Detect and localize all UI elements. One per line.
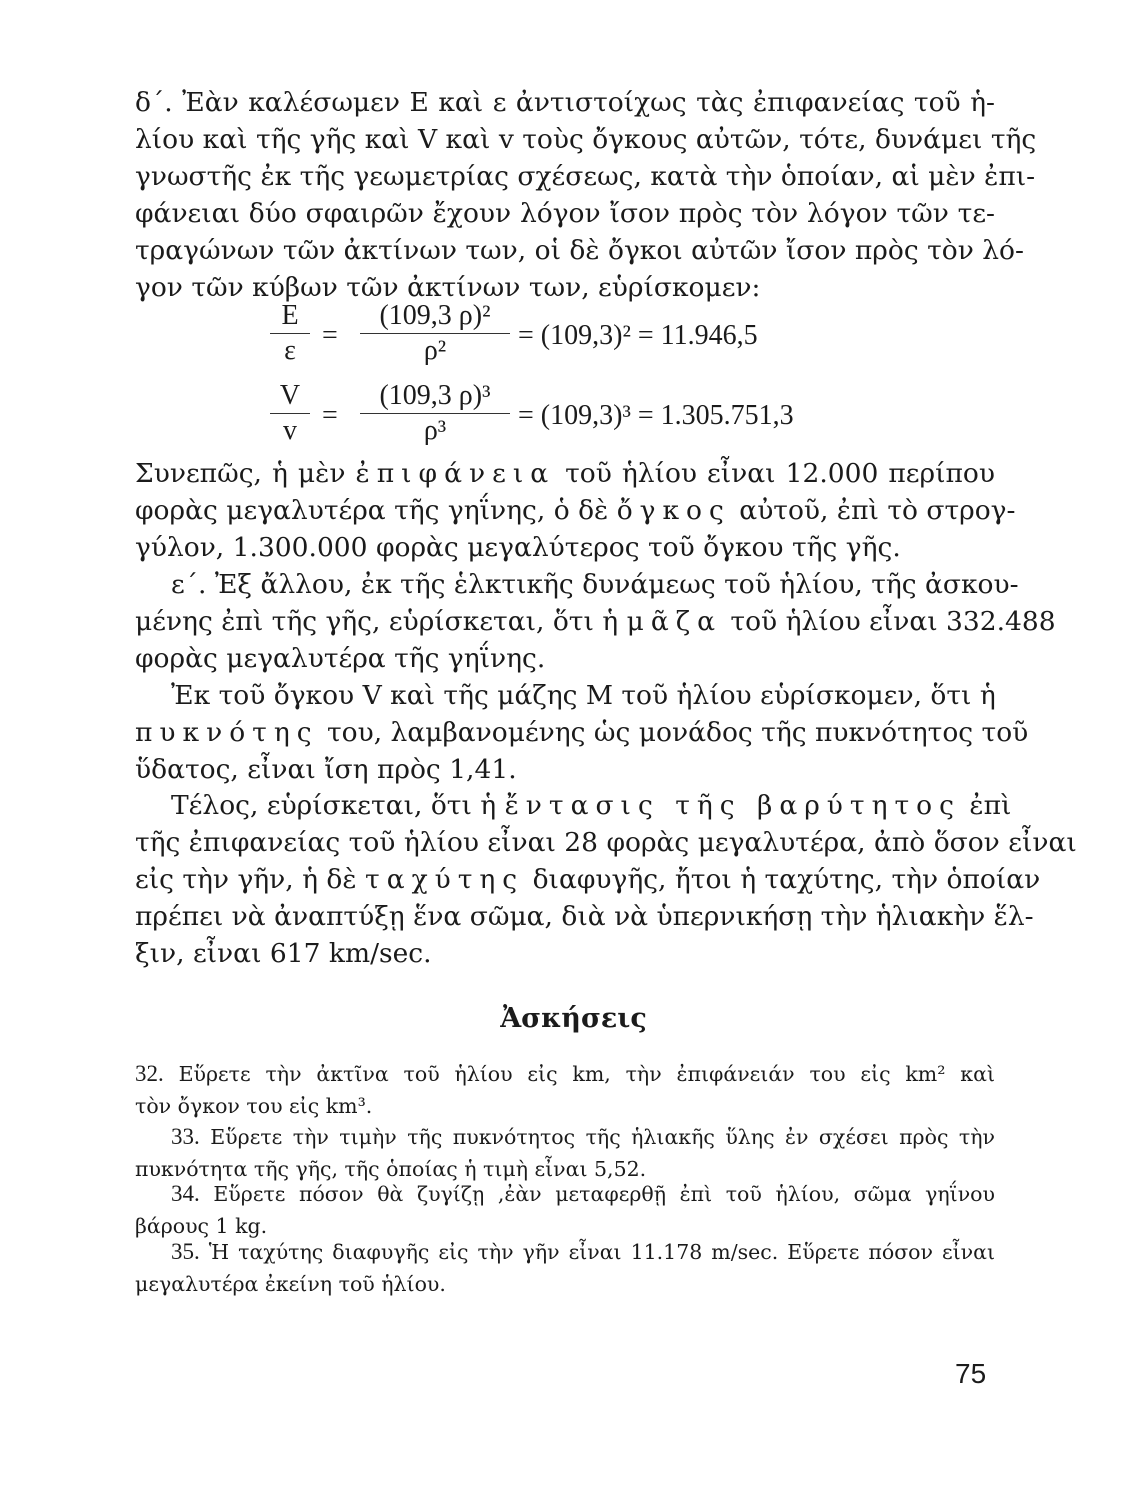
book-page: δ΄. Ἐὰν καλέσωμεν Ε καὶ ε ἀντιστοίχως τὰς ἐπιφανείας τοῦ ἡ- λίου καὶ τῆς γῆς καὶ V καὶ v τοὺς ὄγκους αὐτῶν, τότε, δυνάμει τῆς γνωστῆς ἐκ τῆς γεωμετρίας σχέσεως, κατὰ τὴν ὁποίαν, αἱ μὲν ἐπι- φάνειαι δύο σφαιρῶν ἔχουν λόγον ἴσον πρὸς τὸν λόγον τῶν τε- τραγώνων τῶν ἀκτίνων των, οἱ δὲ ὄγκοι αὐτῶν ἴσον πρὸς τὸν λό- γον τῶν κύβων τῶν ἀκτίνων των, εὑρίσκομεν: E ε = (109,3 ρ)² ρ² = (109,3)² = 11.946,5 V v = (109,3 ρ)³ ρ³ = (109,3)³ = 1.305.751,3 Συνεπῶς, ἡ μὲν ἐπιφάνεια τοῦ ἡλίου εἶναι 12.000 περίπου φορὰς μεγαλυτέρα τῆς γηΐνης, ὁ δὲ ὄγκος αὐτοῦ, ἐπὶ τὸ στρογ- γύλον, 1.300.000 φορὰς μεγαλύτερος τοῦ ὄγκου τῆς γῆς. ε΄. Ἐξ ἄλλου, ἐκ τῆς ἑλκτικῆς δυνάμεως τοῦ ἡλίου, τῆς ἀσκου- μένης ἐπὶ τῆς γῆς, εὑρίσκεται, ὅτι ἡ μᾶζα τοῦ ἡλίου εἶναι 332.488 φορὰς μεγαλυτέρα τῆς γηΐνης. Ἐκ τοῦ ὄγκου V καὶ τῆς μάζης Μ τοῦ ἡλίου εὑρίσκομεν, ὅτι ἡ πυκνότης του, λαμβανομένης ὡς μονάδος τῆς πυκνότητος τοῦ ὕδατος, εἶναι ἴση πρὸς 1,41. Τέλος, εὑρίσκεται, ὅτι ἡ ἔντασις τῆς βαρύτητος ἐπὶ τῆς ἐπιφανείας τοῦ ἡλίου εἶναι 28 φορὰς μεγαλυτέρα, ἀπὸ ὅσον εἶναι εἰς τὴν γῆν, ἡ δὲ ταχύτης διαφυγῆς, ἤτοι ἡ ταχύτης, τὴν ὁποίαν πρέπει νὰ ἀναπτύξῃ ἕνα σῶμα, διὰ νὰ ὑπερνικήσῃ τὴν ἡλιακὴν ἕλ- ξιν, εἶναι 617 km/sec. Ἀσκήσεις 32. Εὕρετε τὴν ἀκτῖνα τοῦ ἡλίου εἰς km, τὴν ἐπιφάνειάν του εἰς km² καὶ τὸν ὄγκον του εἰς km³. 33. Εὕρετε τὴν τιμὴν τῆς πυκνότητος τῆς ἡλιακῆς ὕλης ἐν σχέσει πρὸς τὴν πυκνότητα τῆς γῆς, τῆς ὁποίας ἡ τιμὴ εἶναι 5,52. 34. Εὕρετε πόσον θὰ ζυγίζῃ ,ἐὰν μεταφερθῇ ἐπὶ τοῦ ἡλίου, σῶμα γηΐνου βάρους 1 kg. 35. Ἡ ταχύτης διαφυγῆς εἰς τὴν γῆν εἶναι 11.178 m/sec. Εὕρετε πόσον εἶναι μεγαλυτέρα ἐκείνη τοῦ ἡλίου. 75: [0, 0, 1147, 1500]
text-line: ε΄. Ἐξ ἄλλου, ἐκ τῆς ἑλκτικῆς δυνάμεως τοῦ ἡλίου, τῆς ἀσκου-: [171, 569, 1019, 600]
spaced-term: πυκνότης: [135, 717, 319, 748]
spaced-term: ἐπιφάνεια: [355, 458, 556, 489]
eq2-mid-numerator: (109,3 ρ)³: [379, 380, 491, 411]
eq1-left-numerator: E: [281, 300, 299, 331]
text-line: τῆς ἐπιφανείας τοῦ ἡλίου εἶναι 28 φορὰς μεγαλυτέρα, ἀπὸ ὅσον εἶναι: [135, 827, 1077, 858]
eq2-left-numerator: V: [279, 380, 301, 411]
text-line: βάρους 1 kg.: [135, 1214, 268, 1238]
text-line: εἰς τὴν γῆν, ἡ δὲ ταχύτης διαφυγῆς, ἤτοι ἡ ταχύτης, τὴν ὁποίαν: [135, 864, 1041, 895]
exercise-number: 32.: [135, 1061, 164, 1086]
paragraph-density: [135, 677, 1029, 788]
exercise-34: 34. Εὕρετε πόσον θὰ ζυγίζῃ ,ἐὰν μεταφερθῇ ἐπὶ τοῦ ἡλίου, σῶμα γηΐνου βάρους 1 kg.: [135, 1178, 995, 1242]
text-line: ξιν, εἶναι 617 km/sec.: [135, 938, 432, 969]
text-line: Συνεπῶς, ἡ μὲν ἐπιφάνεια τοῦ ἡλίου εἶναι 12.000 περίπου: [135, 458, 995, 489]
spaced-term: ἔντασις τῆς βαρύτητος: [504, 790, 961, 821]
eq1-mid-denominator: ρ²: [423, 335, 447, 366]
eq2-rhs: = (109,3)³ = 1.305.751,3: [518, 400, 794, 431]
paragraph-mass: [135, 566, 1056, 677]
text-line: πυκνότητα τῆς γῆς, τῆς ὁποίας ἡ τιμὴ εἶναι 5,52.: [135, 1157, 647, 1181]
exercise-number: 33.: [171, 1124, 200, 1149]
spaced-term: μᾶζα: [626, 606, 722, 637]
exercise-33: 33. Εὕρετε τὴν τιμὴν τῆς πυκνότητος τῆς ἡλιακῆς ὕλης ἐν σχέσει πρὸς τὴν πυκνότητα τῆς γῆς, τῆς ὁποίας ἡ τιμὴ εἶναι 5,52.: [135, 1121, 995, 1185]
spaced-term: ταχύτης: [365, 864, 525, 895]
text-line: μεγαλυτέρα ἐκείνη τοῦ ἡλίου.: [135, 1272, 446, 1296]
paragraph-consequence: [135, 455, 1016, 566]
text-line: λίου καὶ τῆς γῆς καὶ V καὶ v τοὺς ὄγκους αὐτῶν, τότε, δυνάμει τῆς: [135, 124, 1037, 155]
exercise-32: 32. Εὕρετε τὴν ἀκτῖνα τοῦ ἡλίου εἰς km, τὴν ἐπιφάνειάν του εἰς km² καὶ τὸν ὄγκον του εἰς km³.: [135, 1058, 995, 1122]
eq2-mid-denominator: ρ³: [423, 415, 447, 446]
text-line: τραγώνων τῶν ἀκτίνων των, οἱ δὲ ὄγκοι αὐτῶν ἴσον πρὸς τὸν λό-: [135, 235, 1024, 266]
text-line: μένης ἐπὶ τῆς γῆς, εὑρίσκεται, ὅτι ἡ μᾶζα τοῦ ἡλίου εἶναι 332.488: [135, 606, 1056, 637]
text-line: τὸν ὄγκον του εἰς km³.: [135, 1094, 373, 1118]
page-number: 75: [955, 1358, 987, 1389]
text-line: φορὰς μεγαλυτέρα τῆς γηΐνης.: [135, 643, 546, 674]
eq1-left-denominator: ε: [284, 335, 296, 366]
spaced-term: ὄγκος: [616, 495, 731, 526]
text-line: Τέλος, εὑρίσκεται, ὅτι ἡ ἔντασις τῆς βαρύτητος ἐπὶ: [171, 790, 1012, 821]
text-line: πυκνότης του, λαμβανομένης ὡς μονάδος τῆς πυκνότητος τοῦ: [135, 717, 1029, 748]
text-line: φορὰς μεγαλυτέρα τῆς γηΐνης, ὁ δὲ ὄγκος αὐτοῦ, ἐπὶ τὸ στρογ-: [135, 495, 1016, 526]
exercises-heading: Ἀσκήσεις: [500, 1003, 647, 1034]
eq2-left-denominator: v: [283, 415, 297, 446]
text-line: γύλον, 1.300.000 φορὰς μεγαλύτερος τοῦ ὄγκου τῆς γῆς.: [135, 532, 901, 563]
text-line: Ἐκ τοῦ ὄγκου V καὶ τῆς μάζης Μ τοῦ ἡλίου εὑρίσκομεν, ὅτι ἡ: [171, 680, 996, 711]
exercise-number: 34.: [171, 1181, 200, 1206]
exercise-number: 35.: [171, 1239, 200, 1264]
eq1-rhs: = (109,3)² = 11.946,5: [518, 320, 758, 351]
text-line: δ΄. Ἐὰν καλέσωμεν Ε καὶ ε ἀντιστοίχως τὰς ἐπιφανείας τοῦ ἡ-: [135, 87, 995, 118]
exercise-35: 35. Ἡ ταχύτης διαφυγῆς εἰς τὴν γῆν εἶναι 11.178 m/sec. Εὕρετε πόσον εἶναι μεγαλυτέρα ἐκείνη τοῦ ἡλίου.: [135, 1236, 995, 1300]
text-line: φάνειαι δύο σφαιρῶν ἔχουν λόγον ἴσον πρὸς τὸν λόγον τῶν τε-: [135, 198, 995, 229]
text-line: πρέπει νὰ ἀναπτύξῃ ἕνα σῶμα, διὰ νὰ ὑπερνικήσῃ τὴν ἡλιακὴν ἕλ-: [135, 901, 1034, 932]
eq1-mid-numerator: (109,3 ρ)²: [379, 300, 491, 331]
paragraph-gravity: [135, 787, 1077, 972]
text-line: γον τῶν κύβων τῶν ἀκτίνων των, εὑρίσκομεν:: [135, 272, 761, 303]
text-line: γνωστῆς ἐκ τῆς γεωμετρίας σχέσεως, κατὰ τὴν ὁποίαν, αἱ μὲν ἐπι-: [135, 161, 1036, 192]
paragraph-surface-volume: [135, 84, 1037, 306]
text-line: ὕδατος, εἶναι ἴση πρὸς 1,41.: [135, 754, 517, 785]
